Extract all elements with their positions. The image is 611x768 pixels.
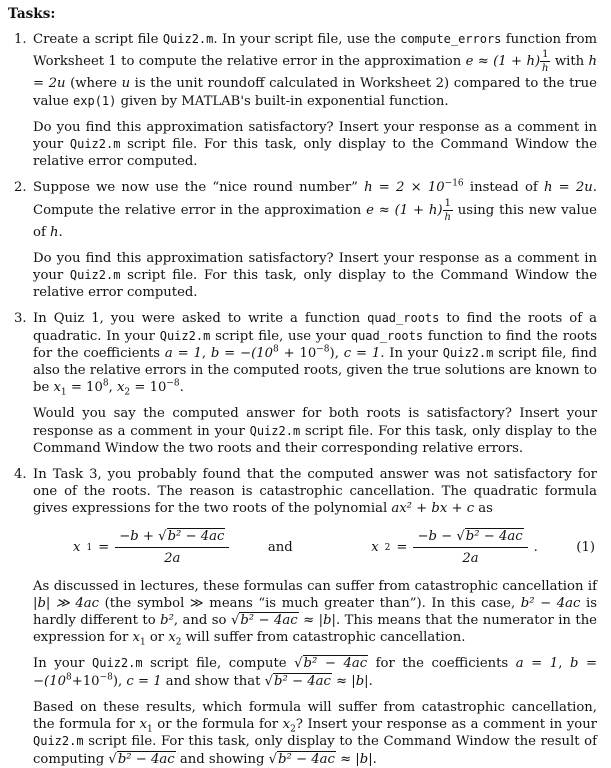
math-x: x: [53, 380, 61, 396]
text: script file. For this task, only display to the Command Window the two roots and their corresponding relative errors.: [33, 423, 597, 456]
task-2-paragraph-1: [33, 179, 597, 240]
math-approximation: e ≈ (1 + h): [366, 202, 443, 218]
math-x: x: [371, 540, 379, 556]
exponent-fraction: [443, 197, 453, 224]
task-list: [8, 31, 597, 768]
text: script file, find also the relative errors in the computed roots, given the true solutions are known to be: [33, 345, 598, 396]
text: will suffer from catastrophic cancellation.: [181, 630, 466, 646]
math-x: x: [282, 717, 291, 733]
text: Suppose we now use the “nice round number”: [33, 180, 365, 196]
text: function from Worksheet 1 to compute the relative error in the approximation: [33, 32, 598, 70]
text: . Compute the relative error in the approximation: [33, 180, 597, 218]
task-4: [8, 466, 597, 768]
text: Do you find this approximation satisfactory? Insert your response as a comment in your: [33, 250, 597, 284]
text: ? Insert your response as a comment in your: [295, 717, 597, 733]
task-2: [8, 179, 597, 301]
text: . This means that the numerator in the expression for: [33, 613, 597, 646]
math-x: x: [73, 540, 81, 556]
text: and showing: [175, 751, 269, 767]
text: and show that: [161, 673, 265, 689]
radicand: b² − 4ac: [117, 751, 175, 767]
sqrt-sign: √: [108, 751, 117, 767]
text: script file, compute: [142, 656, 295, 672]
sqrt-sign: √: [158, 529, 167, 545]
math-text: +10: [71, 673, 100, 689]
equation-period: .: [533, 540, 538, 556]
text: given by MATLAB's built-in exponential function.: [116, 93, 449, 109]
function-name: quad_roots: [350, 328, 424, 343]
math-h-old: h = 2u: [543, 180, 593, 196]
math-coef-c: c = 1: [343, 345, 381, 361]
task-3: [8, 310, 597, 457]
text: script file. For this task, only display to the Command Window the result of computing: [33, 734, 597, 767]
math-approx: ≈ |b|: [298, 613, 336, 629]
denominator: 2a: [164, 550, 181, 566]
math-exponent: −8: [99, 672, 113, 683]
math-approximation: e ≈ (1 + h): [465, 54, 541, 70]
radicand: b² − 4ac: [465, 529, 523, 545]
radicand: b² − 4ac: [274, 673, 331, 689]
text: ,: [201, 345, 211, 361]
sqrt-sign: √: [268, 751, 278, 767]
file-name: Quiz2.m: [92, 656, 143, 671]
math-h-definition: h = 2u: [33, 54, 597, 92]
quadratic-formula-equation: [33, 526, 597, 570]
text: is hardly different to: [33, 595, 597, 629]
radicand: b² − 4ac: [278, 751, 335, 767]
task-3-paragraph-1: [33, 310, 597, 396]
radicand: b² − 4ac: [240, 613, 298, 629]
file-name: Quiz2.m: [249, 423, 301, 438]
file-name: Quiz2.m: [162, 32, 214, 47]
text: is the unit roundoff calculated in Worksheet 2) compared to the true value: [33, 76, 597, 109]
math-subscript: 1: [60, 387, 67, 398]
math-subscript: 2: [124, 387, 131, 398]
text: Create a script file: [33, 32, 163, 48]
math-u: u: [121, 76, 131, 92]
math-exponent: 8: [273, 344, 279, 355]
numerator: [115, 528, 229, 547]
file-name: Quiz2.m: [33, 734, 84, 749]
math-x: x: [168, 630, 176, 646]
task-1: [8, 31, 597, 170]
math-h: h: [50, 224, 59, 240]
text: As discussed in lectures, these formulas can suffer from catastrophic cancellation if: [33, 578, 597, 594]
text: (where: [65, 76, 122, 92]
text: script file, use your: [210, 328, 351, 344]
radicand: b² − 4ac: [303, 656, 368, 672]
radicand: b² − 4ac: [167, 529, 225, 545]
file-name: Quiz2.m: [442, 345, 494, 360]
task-1-paragraph-1: [33, 31, 597, 110]
sqrt-sign: √: [230, 613, 240, 629]
text: , and so: [173, 613, 231, 629]
math-condition: |b| ≫ 4ac: [33, 595, 99, 611]
math-discriminant: b² − 4ac: [520, 595, 581, 611]
text: Based on these results, which formula will suffer from catastrophic cancellation, the formula for: [33, 699, 597, 733]
equation-number: (1): [576, 540, 595, 556]
text: ,: [118, 673, 127, 689]
sqrt-sign: √: [456, 529, 465, 545]
text: ,: [108, 380, 117, 396]
sqrt-sign: √: [264, 673, 274, 689]
file-name: Quiz2.m: [69, 137, 121, 152]
math-polynomial: ax² + bx + c: [391, 501, 475, 517]
numerator: [413, 528, 527, 547]
fraction-bottom: h: [444, 211, 451, 223]
math-x: x: [139, 717, 148, 733]
task-number: 1.: [14, 32, 27, 48]
math-exponent: −8: [316, 344, 330, 355]
text: ,: [334, 345, 344, 361]
fraction-x1: [115, 528, 229, 566]
denominator: 2a: [462, 550, 479, 566]
math-text: = 10: [130, 380, 167, 396]
text: for the coefficients: [368, 656, 516, 672]
equation-x2: x 2 = $\frac{\text{−b − √b² − 4ac}}{2a}$ .: [371, 529, 538, 566]
text: with: [550, 54, 589, 70]
true-value: exp(1): [73, 93, 117, 108]
text: In Quiz 1, you were asked to write a function: [33, 311, 368, 327]
text: .: [179, 380, 184, 396]
math-subscript: 1: [139, 637, 146, 648]
text: script file. For this task, only display to the Command Window the relative error computed.: [33, 137, 598, 170]
heading: Tasks:: [8, 6, 56, 22]
text: ,: [558, 656, 570, 672]
text: function to find the roots for the coefficients: [33, 328, 598, 361]
math-approx: ≈ |b|: [331, 673, 369, 689]
text: .: [368, 673, 373, 689]
task-4-paragraph-1: [33, 466, 597, 518]
text: or the formula for: [152, 717, 283, 733]
math-text: = 10: [66, 380, 103, 396]
math-x: x: [116, 380, 125, 396]
math-b-squared: b²: [160, 613, 174, 629]
task-number: 3.: [14, 311, 27, 327]
math-text: −b +: [119, 529, 159, 545]
equation-and: and: [267, 540, 293, 556]
equals-sign: =: [396, 540, 408, 556]
math-text: ): [112, 673, 118, 689]
file-name: Quiz2.m: [159, 328, 211, 343]
text: . In your: [380, 345, 443, 361]
fraction-top: 1: [444, 197, 451, 209]
math-coef-b: b = −(10: [210, 345, 274, 361]
file-name: Quiz2.m: [69, 268, 121, 283]
task-4-paragraph-2: [33, 578, 597, 647]
text: . In your script file, use the: [213, 32, 401, 48]
exponent-fraction: [540, 48, 550, 75]
text: .: [372, 751, 377, 767]
fraction-bottom: h: [542, 63, 549, 75]
math-text: + 10: [278, 345, 317, 361]
sqrt-sign: √: [294, 656, 303, 672]
math-subscript: 1: [147, 724, 153, 735]
task-2-paragraph-2: [33, 250, 597, 302]
function-name: compute_errors: [400, 32, 502, 47]
math-approx: ≈ |b|: [335, 751, 373, 767]
text: In your: [33, 656, 93, 672]
text: as: [474, 501, 493, 517]
math-symbol: ≫: [189, 595, 204, 611]
text: Do you find this approximation satisfactory? Insert your response as a comment in your: [33, 119, 597, 153]
task-1-paragraph-2: [33, 119, 597, 171]
equals-sign: =: [98, 540, 110, 556]
math-coef-a: a = 1: [164, 345, 202, 361]
text: or: [145, 630, 169, 646]
fraction-top: 1: [542, 49, 549, 61]
math-coef-c: c = 1: [126, 673, 162, 689]
text: .: [58, 224, 63, 240]
task-3-paragraph-2: [33, 405, 597, 457]
math-exponent: 8: [102, 378, 109, 389]
math-text: −b −: [417, 529, 457, 545]
math-text: ): [329, 345, 335, 361]
math-x: x: [132, 630, 140, 646]
text: Would you say the computed answer for both roots is satisfactory? Insert your response as a comment in your: [33, 406, 597, 439]
task-number: 2.: [14, 180, 27, 196]
math-subscript: 2: [175, 637, 182, 648]
math-exponent: −8: [166, 378, 180, 389]
text: to find the roots of a quadratic. In your: [33, 311, 597, 344]
fraction-x2: [413, 528, 527, 566]
text: (the symbol: [99, 595, 190, 611]
text: using this new value of: [33, 202, 597, 240]
math-h-value: h = 2 × 10: [364, 180, 445, 196]
task-4-paragraph-4: [33, 699, 597, 768]
text: instead of: [463, 180, 544, 196]
equation-x1: x 1 = $\frac{\text{−b + √b² − 4ac}}{2a}$: [73, 528, 229, 566]
math-coef-a: a = 1: [515, 656, 559, 672]
text: In Task 3, you probably found that the computed answer was not satisfactory for one of the roots. The reason is catastrophic cancellation. The quadratic formula gives expressions for the two roots of the polynomial: [33, 467, 597, 517]
text: means “is much greater than”). In this case,: [203, 595, 521, 611]
text: script file. For this task, only display to the Command Window the relative error computed.: [33, 268, 598, 301]
task-4-paragraph-3: [33, 655, 597, 689]
math-subscript: 2: [290, 724, 296, 735]
math-exponent: 8: [65, 672, 72, 683]
math-exponent: −16: [444, 179, 464, 190]
function-name: quad_roots: [367, 311, 440, 326]
task-number: 4.: [14, 467, 27, 483]
math-coef-b: b = −(10: [33, 656, 598, 689]
